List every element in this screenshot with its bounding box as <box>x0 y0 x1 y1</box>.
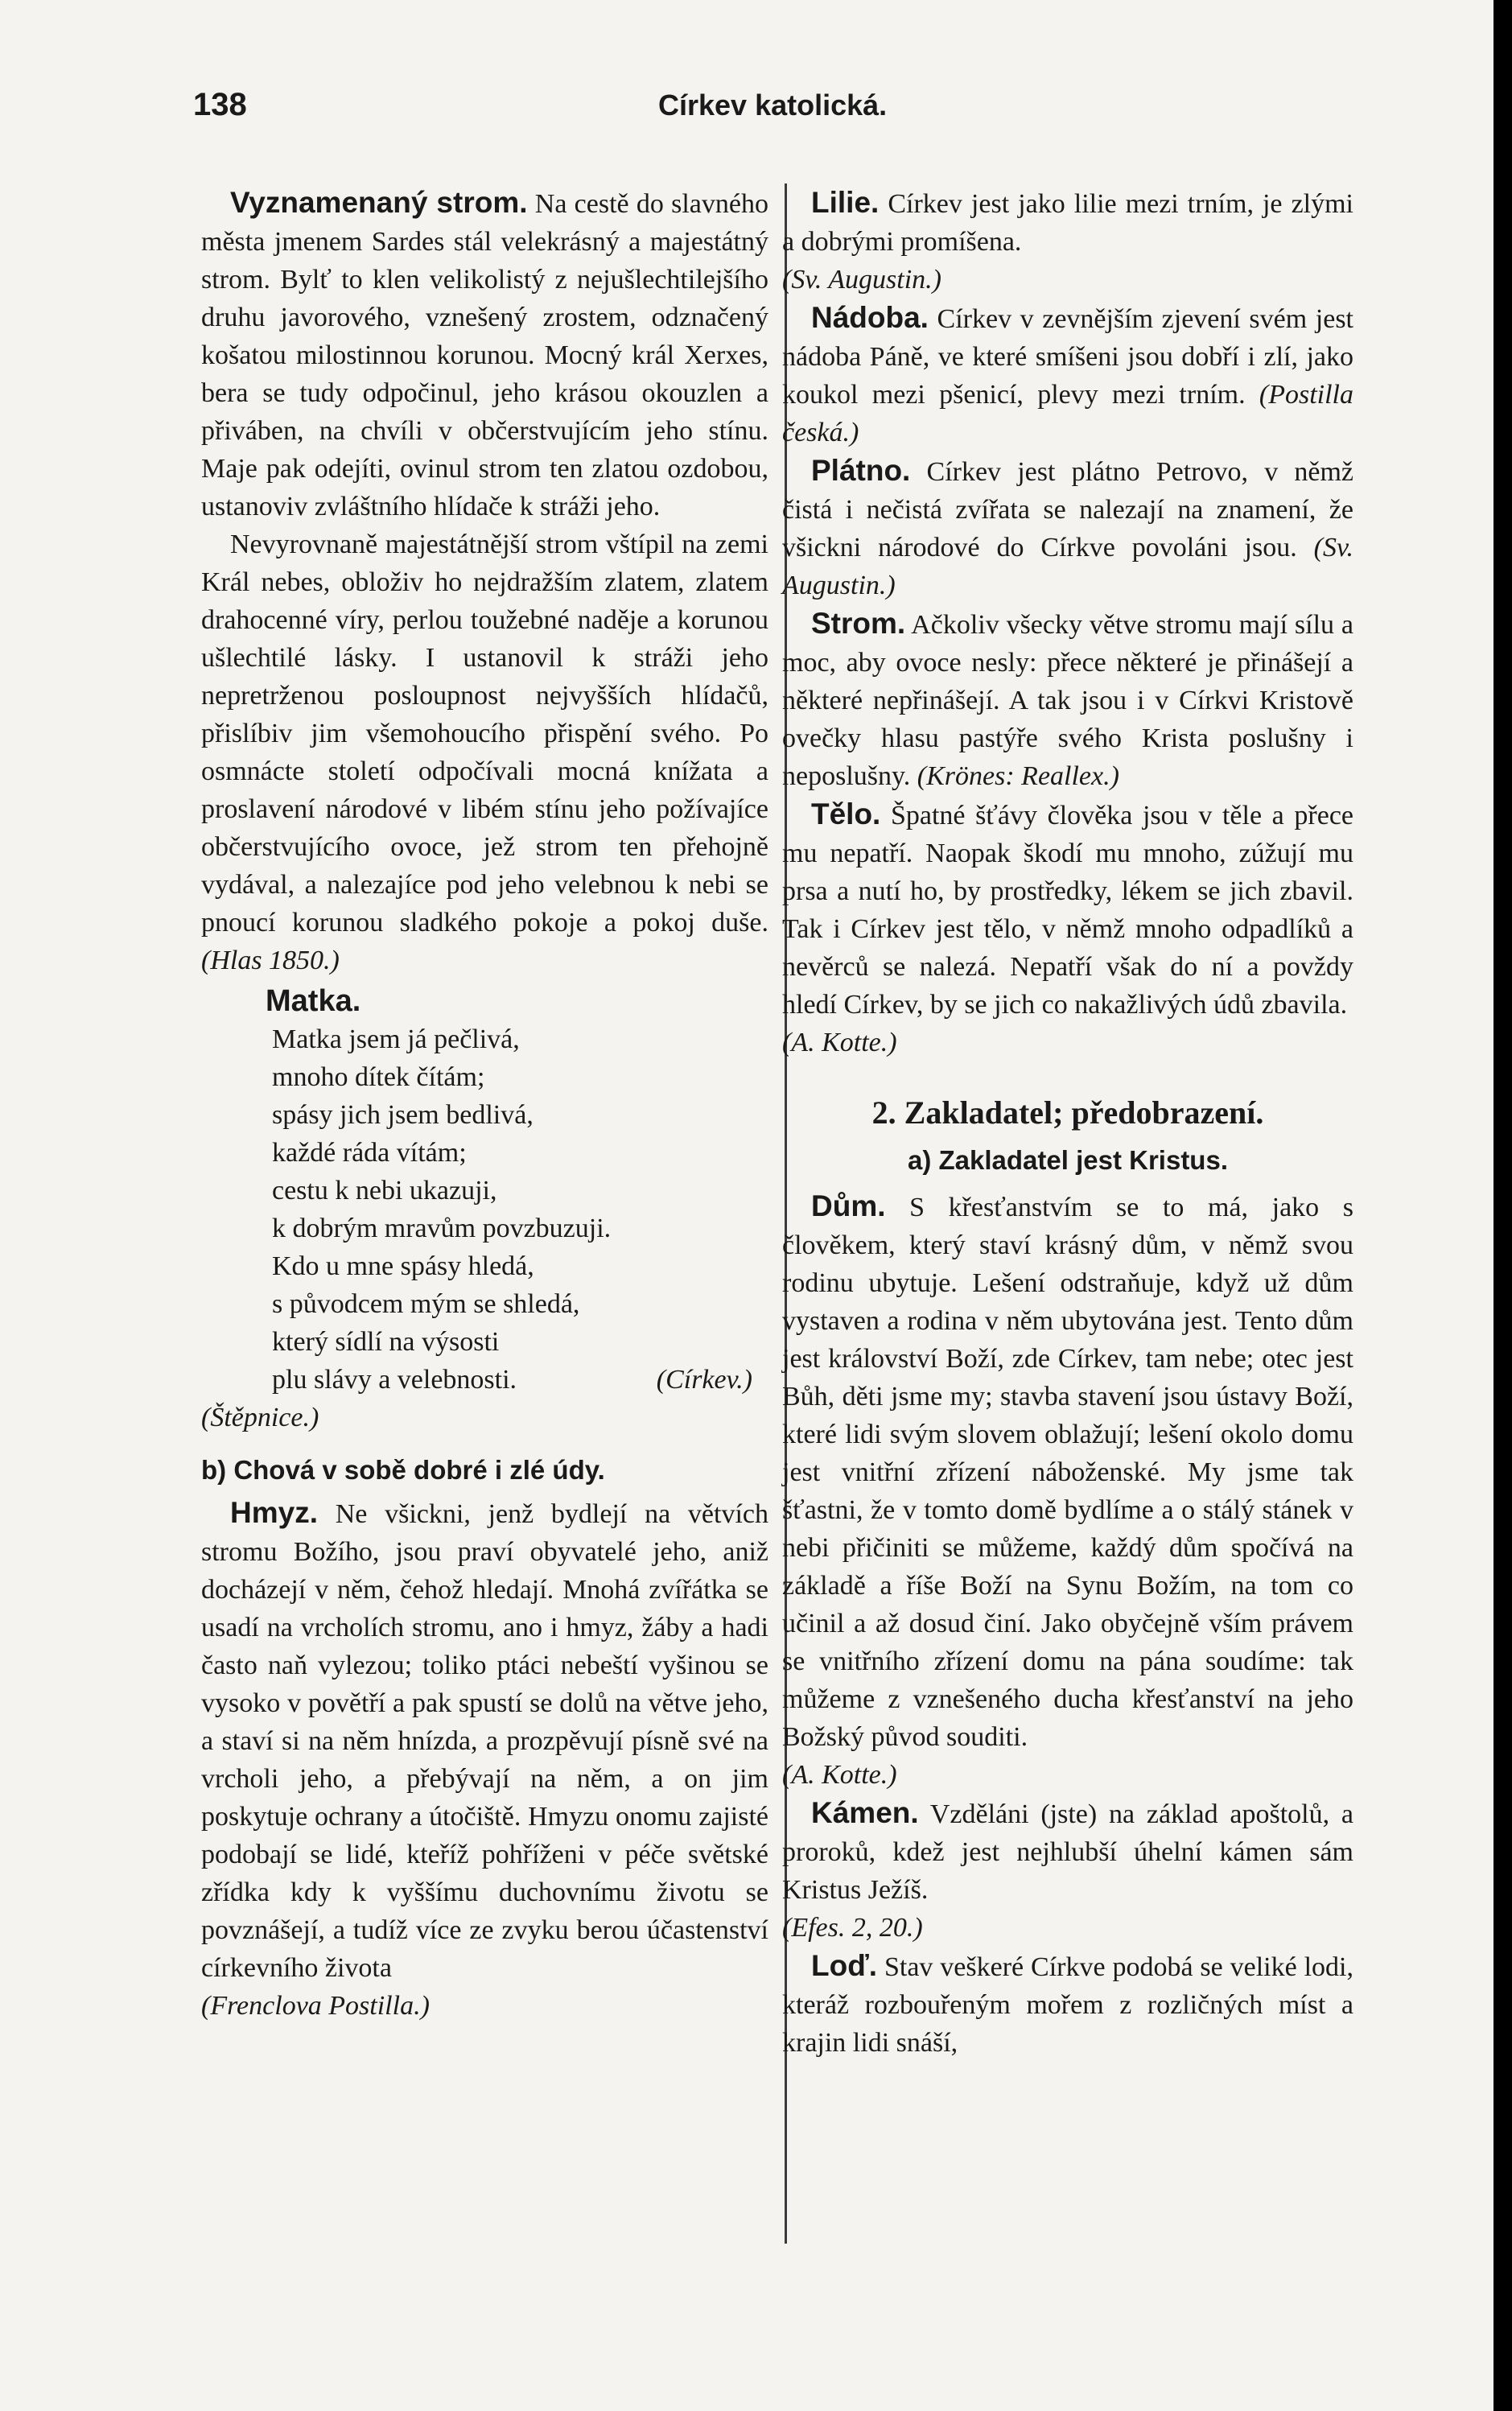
source-citation: (A. Kotte.) <box>782 1760 897 1790</box>
source-citation: (A. Kotte.) <box>782 1028 897 1057</box>
poem-line: s původcem mým se shledá, <box>272 1289 580 1319</box>
poem-line: mnoho dítek čítám; <box>272 1062 485 1092</box>
paragraph-platno <box>782 451 1353 604</box>
keyword: Kámen. <box>811 1796 919 1829</box>
poem-line: plu slávy a velebnosti. <box>272 1365 517 1395</box>
running-title: Církev katolická. <box>658 89 888 122</box>
source-citation: (Štěpnice.) <box>201 1403 319 1432</box>
subsection-heading: b) Chová v sobě dobré i zlé údy. <box>201 1455 605 1485</box>
paragraph-strom <box>782 604 1353 795</box>
poem-line: k dobrým mravům povzbuzuji. <box>272 1214 612 1243</box>
poem <box>201 1020 768 1399</box>
paragraph-hmyz <box>201 1494 768 1987</box>
paragraph-nevyrovnane <box>201 525 768 979</box>
poem-line: který sídlí na výsosti <box>272 1327 500 1357</box>
poem-line-last <box>272 1361 768 1399</box>
keyword: Vyznamenaný strom. <box>230 186 528 219</box>
paragraph-lod <box>782 1947 1353 2062</box>
source-citation: (Postilla česká.) <box>782 380 1353 447</box>
paragraph-dum <box>782 1187 1353 1756</box>
keyword: Loď. <box>811 1949 878 1982</box>
poem-line: spásy jich jsem bedlivá, <box>272 1100 534 1130</box>
paragraph-telo <box>782 795 1353 1024</box>
left-column <box>201 183 768 2025</box>
keyword: Lilie. <box>811 186 880 219</box>
source-citation: (Efes. 2, 20.) <box>782 1913 923 1943</box>
paragraph-text: S křesťanstvím se to má, jako s člověkem, který staví krásný dům, v němž svou rodinu ubytuje. Lešení odstraňuje, když už dům vystaven a rodina v něm ubytována jest. Tento dům jest království Boží, zde Církev, tam nebe; otec jest Bůh, děti jsme my; stavba stavení jsou ústavy Boží, které lidi svým slovem oblažují; lešení okolo domu jest vnitřní zřízení náboženské. My jsme tak šťastni, že v tomto domě bydlíme a o stálý stánek v nebi přičiniti se můžeme, každý dům spočívá na základě a říše Boží na Synu Božím, na tom co učinil a až dosud činí. Jako obyčejně vším právem se vnitřního zřízení domu na pána soudíme: tak můžeme z vznešeného ducha křesťanství na jeho Božský původ souditi. <box>782 1193 1353 1752</box>
right-column <box>782 183 1353 2062</box>
keyword: Nádoba. <box>811 301 929 334</box>
source-citation: (Církev.) <box>656 1365 752 1395</box>
keyword: Hmyz. <box>230 1496 318 1529</box>
poem-title: Matka. <box>266 984 361 1018</box>
keyword: Strom. <box>811 607 906 640</box>
poem-line: Matka jsem já pečlivá, <box>272 1024 520 1054</box>
source-citation: (Sv. Augustin.) <box>782 265 941 295</box>
source-citation: (Frenclova Postilla.) <box>201 1991 430 2021</box>
paragraph-text: Církev v zevnějším zjevení svém jest nádoba Páně, ve které smíšeni jsou dobří i zlí, jako koukol mezi pšenicí, plevy mezi trním. <box>782 304 1353 410</box>
paragraph-text: Špatné šťávy člověka jsou v těle a přece mu nepatří. Naopak škodí mu mnoho, zúžují mu prsa a nutí ho, by prostředky, lékem se jich zbavil. Tak i Církev jest tělo, v němž mnoho odpadlíků a nevěrců se nalezá. Nepatří však do ní a povždy hledí Církev, by se jich co nakažlivých údů zbavila. <box>782 801 1353 1020</box>
poem-line: Kdo u mne spásy hledá, <box>272 1251 534 1281</box>
source-citation: (Sv. Augustin.) <box>782 533 1354 600</box>
poem-line: cestu k nebi ukazuji, <box>272 1176 497 1206</box>
paragraph-text: Církev jest jako lilie mezi trním, je zlými a dobrými promíšena. <box>782 189 1353 257</box>
paragraph-text: Nevyrovnaně majestátnější strom vštípil na zemi Král nebes, obloživ ho nejdražším zlatem, zlatem drahocenné víry, perlou toužebné naděje a korunou ušlechtilé lásky. I ustanovil k stráži jeho nepretrženou posloupnost nejvyšších hlídačů, přislíbiv jim všemohoucího přispění svého. Po osmnácte století odpočívali mocná knížata a proslavení národové v libém stínu jeho požívajíce občerstvujícího ovoce, jež strom ten přehojně vydával, a nalezajíce pod jeho velebnou k nebi se pnoucí korunou sladkého pokoje a pokoj duše. <box>201 530 768 938</box>
subsection-heading: a) Zakladatel jest Kristus. <box>908 1145 1228 1175</box>
poem-line: každé ráda vítám; <box>272 1138 467 1168</box>
paragraph-kamen <box>782 1794 1353 1909</box>
section-heading: 2. Zakladatel; předobrazení. <box>871 1094 1264 1131</box>
paragraph-vyznamenany-strom <box>201 183 768 525</box>
paragraph-text: Ačkoliv všecky větve stromu mají sílu a moc, aby ovoce nesly: přece některé je přinášejí a některé nepřinášejí. A tak jsou i v Církvi Kristově ovečky hlasu pastýře svého Krista poslušny i neposlušny. <box>782 610 1353 791</box>
paragraph-text: Stav veškeré Církve podobá se veliké lodi, kteráž rozbouřeným mořem z rozličných míst a krajin lidi snáší, <box>782 1952 1353 2058</box>
paragraph-nadoba <box>782 299 1353 451</box>
paragraph-text: Na cestě do slavného města jmenem Sardes stál velekrásný a majestátný strom. Bylť to klen velikolistý z nejušlechtilejšího druhu javorového, vznešený zrostem, odznačený košatou milostinnou korunou. Mocný král Xerxes, bera se tudy odpočinul, jeho krásou okouzlen a přiváben, na chvíli v občerstvujícím jeho stínu. Maje pak odejíti, ovinul strom ten zlatou ozdobou, ustanoviv zvláštního hlídače k stráži jeho. <box>201 189 768 521</box>
paragraph-lilie <box>782 183 1353 261</box>
source-citation: (Hlas 1850.) <box>201 946 340 975</box>
keyword: Tělo. <box>811 797 881 830</box>
paragraph-text: Ne všickni, jenž bydlejí na větvích stromu Božího, jsou praví obyvatelé jeho, aniž docházejí v něm, čehož hledají. Mnohá zvířátka se usadí na vrcholích stromu, ano i hmyz, žáby a hadi často naň vylezou; toliko ptáci nebeští vyšinou se vysoko v povětří a pak spustí se dolů na větve jeho, a staví si na něm hnízda, a prozpěvují písně své na vrcholi jeho, a přebývají na něm, a on jim poskytuje ochrany a útočiště. Hmyzu onomu zajisté podobají se lidé, kteříž pohříženi v péče světské zřídka kdy k vyššímu duchovnímu životu se povznášejí, a tudíž více ze zvyku berou účastenství církevního života <box>201 1499 768 1983</box>
keyword: Plátno. <box>811 454 911 487</box>
paragraph-text: Církev jest plátno Petrovo, v němž čistá i nečistá zvířata se nalezají na znamení, že všickni národové do Církve povoláni jsou. <box>782 457 1353 563</box>
page-number: 138 <box>193 87 247 122</box>
paragraph-text: Vzděláni (jste) na základ apoštolů, a proroků, kdež jest nejhlubší úhelní kámen sám Kristus Ježíš. <box>782 1799 1353 1905</box>
keyword: Dům. <box>811 1189 886 1222</box>
source-citation: (Krönes: Reallex.) <box>917 761 1119 791</box>
